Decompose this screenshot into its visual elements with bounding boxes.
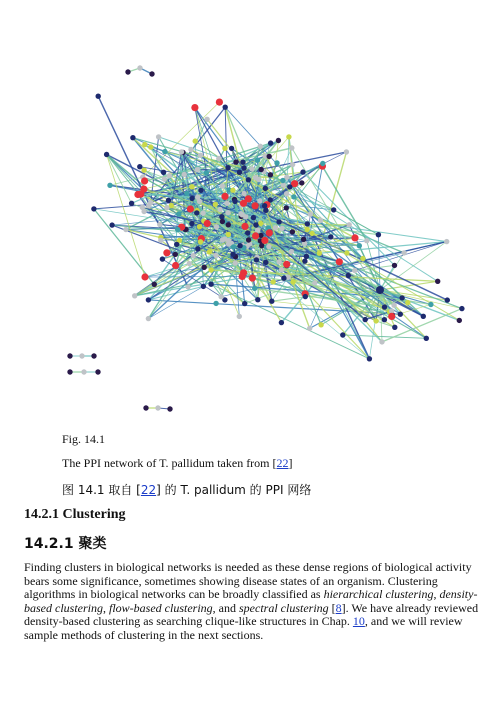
network-node <box>276 138 281 143</box>
ppi-network-figure <box>62 38 470 422</box>
network-node <box>237 170 242 175</box>
term-spectral-clustering: spectral clustering <box>239 600 329 615</box>
network-node <box>137 65 142 70</box>
network-node <box>241 165 246 170</box>
network-node <box>195 246 200 251</box>
network-node <box>230 252 235 257</box>
network-node <box>197 199 202 204</box>
network-node <box>246 237 251 242</box>
network-node <box>305 227 310 232</box>
network-node <box>291 194 296 199</box>
network-node <box>173 252 178 257</box>
network-node <box>148 200 153 205</box>
network-node <box>207 249 212 254</box>
network-node <box>254 257 259 262</box>
network-node <box>287 184 292 189</box>
network-node <box>240 200 247 207</box>
network-node <box>392 263 397 268</box>
network-node <box>424 336 429 341</box>
network-node <box>225 165 230 170</box>
network-node <box>152 282 157 287</box>
figure-label: Fig. 14.1 <box>62 432 106 446</box>
network-node <box>191 104 198 111</box>
network-node <box>189 196 194 201</box>
network-node <box>289 145 294 150</box>
network-node <box>302 258 307 263</box>
network-node <box>187 205 194 212</box>
network-node <box>245 230 250 235</box>
network-node <box>202 265 207 270</box>
network-node <box>445 297 450 302</box>
network-node <box>240 212 245 217</box>
network-node <box>281 276 286 281</box>
network-node <box>208 267 213 272</box>
network-node <box>253 175 258 180</box>
network-node <box>301 237 306 242</box>
network-node <box>279 320 284 325</box>
network-node <box>179 149 184 154</box>
network-node <box>184 191 189 196</box>
network-node <box>172 262 179 269</box>
network-node <box>255 158 260 163</box>
network-node <box>444 239 449 244</box>
network-node <box>232 199 237 204</box>
network-node <box>204 220 211 227</box>
network-node <box>233 260 238 265</box>
network-node <box>104 152 109 157</box>
network-node <box>141 209 146 214</box>
network-node <box>237 314 242 319</box>
body-paragraph: Finding clusters in biological networks is needed as these dense regions of biological activity bears some significance, sometimes showing disease states of an organism. Clustering algorithms in biological networks can be broadly classified as hierarchical clustering, density-based clustering, flow-based clustering, and spectral clustering [8]. We have already reviewed density-based clustering as searching clique-like structures in Chap. 10, and we will review sample methods of clustering in the next sections. <box>24 560 479 642</box>
network-node <box>142 142 147 147</box>
network-node <box>344 250 349 255</box>
network-node <box>193 138 198 143</box>
network-node <box>242 301 247 306</box>
network-node <box>364 238 369 243</box>
network-node <box>141 177 148 184</box>
network-node <box>226 222 231 227</box>
network-node <box>182 172 187 177</box>
network-node <box>376 232 381 237</box>
network-node <box>290 162 295 167</box>
figure-caption-chinese: 图 14.1 取自 [22] 的 T. pallidum 的 PPI 网络 <box>62 483 312 497</box>
network-node <box>198 153 203 158</box>
network-node <box>224 201 229 206</box>
network-node <box>219 214 224 219</box>
network-node <box>357 243 362 248</box>
network-node <box>201 284 206 289</box>
section-heading-chinese: 14.2.1 聚类 <box>24 536 107 552</box>
network-node <box>95 369 100 374</box>
network-node <box>398 312 403 317</box>
network-node <box>198 239 203 244</box>
network-node <box>252 202 259 209</box>
network-node <box>213 253 218 258</box>
network-node <box>336 258 343 265</box>
network-node <box>191 253 196 258</box>
term-flow-based-clustering: flow-based clustering <box>109 600 213 615</box>
network-node <box>252 286 257 291</box>
network-node <box>167 173 172 178</box>
network-node <box>268 140 273 145</box>
network-node <box>303 294 308 299</box>
network-node <box>263 208 268 213</box>
network-node <box>269 299 274 304</box>
network-node <box>305 221 310 226</box>
network-node <box>216 99 223 106</box>
network-node <box>299 180 304 185</box>
network-node <box>399 295 404 300</box>
network-node <box>382 304 387 309</box>
network-node <box>459 306 464 311</box>
reference-link-22-zh[interactable]: 22 <box>140 483 157 497</box>
network-edge <box>94 209 154 284</box>
network-node <box>185 284 190 289</box>
network-node <box>107 183 112 188</box>
network-node <box>309 231 314 236</box>
network-node <box>241 223 248 230</box>
network-node <box>188 147 193 152</box>
network-node <box>317 251 322 256</box>
network-node <box>194 210 199 215</box>
network-node <box>246 177 251 182</box>
network-node <box>240 160 245 165</box>
network-node <box>220 183 225 188</box>
network-node <box>226 241 231 246</box>
network-node <box>141 168 146 173</box>
network-node <box>320 161 325 166</box>
network-node <box>331 207 336 212</box>
network-node <box>219 294 224 299</box>
network-node <box>161 170 166 175</box>
network-node <box>367 356 372 361</box>
network-edge <box>107 154 132 203</box>
network-node <box>392 325 397 330</box>
ppi-network-graph <box>62 38 470 422</box>
network-node <box>175 227 180 232</box>
network-node <box>233 159 238 164</box>
network-node <box>267 154 272 159</box>
network-node <box>160 256 165 261</box>
network-node <box>304 254 309 259</box>
network-node <box>174 242 179 247</box>
network-node <box>222 146 227 151</box>
network-node <box>373 318 378 323</box>
network-node <box>225 210 230 215</box>
network-node <box>164 205 169 210</box>
network-node <box>91 353 96 358</box>
network-node <box>129 201 134 206</box>
network-node <box>204 170 209 175</box>
network-node <box>340 332 345 337</box>
network-node <box>176 211 181 216</box>
network-node <box>284 205 289 210</box>
network-node <box>382 317 387 322</box>
network-node <box>223 105 228 110</box>
network-node <box>148 144 153 149</box>
network-node <box>146 297 151 302</box>
network-node <box>258 221 263 226</box>
network-node <box>125 69 130 74</box>
network-node <box>347 222 352 227</box>
reference-link-8[interactable]: 8 <box>335 600 342 615</box>
network-node <box>249 275 256 282</box>
network-node <box>156 134 161 139</box>
network-node <box>388 313 395 320</box>
network-node <box>428 302 433 307</box>
network-node <box>279 267 284 272</box>
network-node <box>189 184 194 189</box>
network-node <box>241 191 246 196</box>
network-node <box>130 135 135 140</box>
network-node <box>308 212 313 217</box>
network-node <box>249 166 254 171</box>
network-node <box>231 244 236 249</box>
network-node <box>376 286 384 294</box>
network-node <box>268 172 273 177</box>
network-node <box>266 229 273 236</box>
network-node <box>257 198 262 203</box>
network-node <box>163 249 170 256</box>
network-node <box>143 405 148 410</box>
network-node <box>283 261 290 268</box>
network-node <box>123 227 128 232</box>
network-node <box>344 149 349 154</box>
network-node <box>290 229 295 234</box>
network-node <box>277 259 282 264</box>
network-node <box>259 243 264 248</box>
network-node <box>405 300 410 305</box>
network-node <box>198 188 203 193</box>
network-node <box>155 405 160 410</box>
section-heading: 14.2.1 Clustering <box>24 507 126 522</box>
network-node <box>208 282 213 287</box>
network-node <box>435 279 440 284</box>
network-node <box>230 188 235 193</box>
network-node <box>274 160 279 165</box>
network-node <box>96 94 101 99</box>
network-node <box>167 406 172 411</box>
network-node <box>141 273 148 280</box>
network-node <box>379 339 384 344</box>
network-node <box>197 224 202 229</box>
network-node <box>157 222 162 227</box>
network-node <box>137 164 142 169</box>
network-node <box>140 186 147 193</box>
network-node <box>253 222 258 227</box>
network-node <box>213 301 218 306</box>
network-node <box>259 167 264 172</box>
network-node <box>200 210 205 215</box>
network-node <box>229 146 234 151</box>
network-node <box>271 279 276 284</box>
network-node <box>189 221 194 226</box>
network-node <box>217 207 222 212</box>
term-density-based-clustering: density-based clustering <box>24 587 478 615</box>
network-node <box>401 250 406 255</box>
network-node <box>91 206 96 211</box>
chapter-link-10[interactable]: 10 <box>352 614 365 629</box>
network-node <box>255 228 260 233</box>
network-node <box>166 198 171 203</box>
network-node <box>286 134 291 139</box>
network-node <box>214 224 219 229</box>
network-node <box>79 353 84 358</box>
network-node <box>109 222 114 227</box>
network-node <box>457 318 462 323</box>
network-node <box>261 237 268 244</box>
network-node <box>312 280 317 285</box>
network-node <box>346 273 351 278</box>
network-node <box>187 261 192 266</box>
network-node <box>149 71 154 76</box>
network-node <box>421 314 426 319</box>
network-node <box>363 317 368 322</box>
network-node <box>300 169 305 174</box>
network-node <box>204 117 209 122</box>
network-node <box>252 232 259 239</box>
network-node <box>146 316 151 321</box>
network-node <box>158 238 163 243</box>
network-node <box>255 297 260 302</box>
network-node <box>318 322 323 327</box>
figure-caption: The PPI network of T. pallidum taken from [22] <box>62 456 293 470</box>
network-node <box>237 243 242 248</box>
network-node <box>307 326 312 331</box>
network-node <box>280 178 285 183</box>
network-node <box>195 167 200 172</box>
network-node <box>239 273 246 280</box>
network-node <box>67 353 72 358</box>
network-node <box>222 236 227 241</box>
term-hierarchical-clustering: hierarchical clustering <box>323 587 434 602</box>
network-node <box>328 234 333 239</box>
network-node <box>213 202 218 207</box>
network-node <box>279 226 284 231</box>
network-node <box>216 156 221 161</box>
network-node <box>162 176 167 181</box>
network-node <box>132 293 137 298</box>
network-node <box>276 219 281 224</box>
network-node <box>290 279 295 284</box>
network-node <box>266 244 271 249</box>
network-node <box>221 193 228 200</box>
network-node <box>391 303 396 308</box>
network-node <box>360 256 365 261</box>
network-node <box>251 215 256 220</box>
network-node <box>262 203 267 208</box>
network-node <box>263 186 268 191</box>
network-node <box>162 149 167 154</box>
network-node <box>67 369 72 374</box>
network-edge <box>343 335 427 338</box>
network-node <box>284 191 289 196</box>
network-node <box>273 225 278 230</box>
network-node <box>220 219 225 224</box>
network-node <box>351 234 358 241</box>
network-node <box>81 369 86 374</box>
network-node <box>318 218 323 223</box>
network-node <box>352 268 357 273</box>
network-node <box>263 260 268 265</box>
network-node <box>258 144 263 149</box>
network-node <box>289 249 294 254</box>
network-node <box>226 232 231 237</box>
reference-link-22[interactable]: 22 <box>276 456 289 470</box>
